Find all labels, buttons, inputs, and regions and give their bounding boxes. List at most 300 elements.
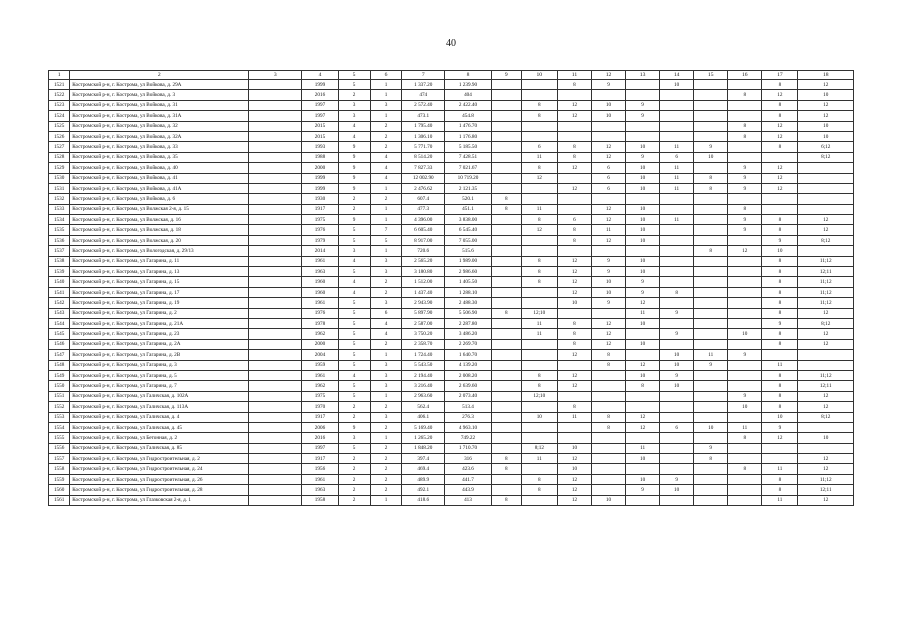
table-cell [491,163,521,173]
table-cell: 9 [728,391,762,401]
table-cell: 8 [521,111,557,121]
table-cell [728,111,762,121]
address-cell: Костромской р-н, г. Кострома, ул Галичская, д. 45 [70,422,249,432]
table-cell: 10 [728,329,762,339]
table-cell: 10 [626,215,660,225]
table-cell: 10 [798,131,854,141]
table-cell: 9 [728,350,762,360]
table-cell [728,142,762,152]
table-cell: 1 265.20 [402,433,445,443]
table-cell: 12 [798,308,854,318]
table-cell: 5 [338,80,370,90]
table-cell [521,402,557,412]
table-row [49,204,854,214]
table-cell: 6 [591,183,625,193]
table-cell: 4 [370,152,402,162]
table-cell: 10 [660,80,694,90]
table-cell: 5 897.90 [402,308,445,318]
table-cell: 4 139.20 [445,360,492,370]
table-cell: 12 [798,464,854,474]
table-cell [728,287,762,297]
table-cell: 2 [370,402,402,412]
table-cell [249,235,302,245]
table-cell: 11 [626,443,660,453]
table-cell: 10 [626,142,660,152]
table-cell: 1 795.40 [402,121,445,131]
table-cell: 5 [338,391,370,401]
table-cell: 11 [660,215,694,225]
row-number-cell: 1537 [49,246,70,256]
table-cell: 6 [591,163,625,173]
table-cell: 3 [370,267,402,277]
table-cell: 11 [660,142,694,152]
table-cell [798,350,854,360]
table-cell: 9 [660,308,694,318]
table-cell: 562.4 [402,402,445,412]
table-row [49,412,854,422]
table-cell: 1993 [302,142,338,152]
table-cell: 8 [728,90,762,100]
table-cell: 1 476.70 [445,121,492,131]
table-cell [626,495,660,505]
table-cell: 1961 [302,474,338,484]
table-cell [557,194,591,204]
table-cell: 12 [762,173,798,183]
table-cell: 8 [491,194,521,204]
table-cell [591,485,625,495]
table-cell: 1 [370,350,402,360]
table-cell: 5 [338,381,370,391]
table-cell: 8 [557,339,591,349]
table-cell: 3 180.80 [402,267,445,277]
table-cell [249,318,302,328]
table-cell: 11 [728,422,762,432]
row-number-cell: 1522 [49,90,70,100]
table-cell: 12 [591,339,625,349]
table-cell: 12 [557,474,591,484]
address-cell: Костромской р-н, г. Кострома, ул Волжская, д. 20 [70,235,249,245]
row-number-cell: 1526 [49,131,70,141]
table-cell: 1961 [302,298,338,308]
table-cell [521,287,557,297]
table-cell: 5 [338,267,370,277]
table-cell [694,287,728,297]
table-cell: 11 [762,464,798,474]
table-cell: 8 [557,225,591,235]
table-cell: 9 [338,152,370,162]
table-cell: 10 [591,495,625,505]
table-cell [694,225,728,235]
table-cell: 9 [626,287,660,297]
table-cell: 8;12 [798,235,854,245]
table-cell [660,495,694,505]
table-cell: 11 [521,152,557,162]
table-cell [491,173,521,183]
address-cell: Костромской р-н, г. Кострома, ул Гагарина, д. 17 [70,287,249,297]
table-row [49,329,854,339]
table-cell: 4 396.00 [402,215,445,225]
table-cell: 12 [557,267,591,277]
table-cell: 10 [626,318,660,328]
table-row [49,454,854,464]
table-cell [491,100,521,110]
row-number-cell: 1561 [49,495,70,505]
table-cell [694,474,728,484]
table-cell: 10 [626,235,660,245]
table-cell: 2015 [302,121,338,131]
table-cell: 418.6 [402,495,445,505]
table-cell: 1917 [302,412,338,422]
table-cell: 12 [557,350,591,360]
table-cell: 1 [370,433,402,443]
table-cell [728,474,762,484]
table-cell: 12 [728,246,762,256]
row-number-cell: 1532 [49,194,70,204]
table-cell: 8 917.00 [402,235,445,245]
table-cell: 4 [370,318,402,328]
table-cell: 2 [338,485,370,495]
row-number-cell: 1553 [49,412,70,422]
table-cell: 6 [557,215,591,225]
table-cell [591,433,625,443]
table-cell: 1959 [302,360,338,370]
table-cell: 9 [728,163,762,173]
table-cell: 10 [626,454,660,464]
table-cell: 10 [626,183,660,193]
table-cell [249,329,302,339]
row-number-cell: 1523 [49,100,70,110]
table-cell: 8 [762,391,798,401]
table-cell [491,215,521,225]
address-cell: Костромской р-н, г. Кострома, ул Гагарина, д. 2 [70,308,249,318]
table-cell [521,350,557,360]
column-number-cell: 11 [557,71,591,80]
table-cell [694,277,728,287]
table-cell: 8 [521,277,557,287]
table-cell: 10 [626,225,660,235]
table-cell: 3 [370,381,402,391]
table-cell: 3 [370,370,402,380]
table-cell: 1 710.70 [445,443,492,453]
table-cell [249,422,302,432]
table-cell [728,485,762,495]
table-cell: 4 [338,277,370,287]
table-cell: 4 [370,329,402,339]
table-cell: 12 [557,454,591,464]
table-cell [249,111,302,121]
table-cell: 9 [728,225,762,235]
table-cell: 6 [660,152,694,162]
table-cell: 8 [521,370,557,380]
row-number-cell: 1543 [49,308,70,318]
table-cell: 12 [591,152,625,162]
table-cell: 6 605.40 [402,225,445,235]
table-cell: 8 [728,433,762,443]
table-cell: 2 [338,204,370,214]
table-cell: 3 [338,100,370,110]
table-row [49,131,854,141]
table-cell [591,90,625,100]
table-row [49,298,854,308]
row-number-cell: 1538 [49,256,70,266]
table-cell: 10 [626,474,660,484]
table-cell: 1958 [302,495,338,505]
table-cell [660,402,694,412]
table-cell: 8 [762,142,798,152]
table-cell [798,204,854,214]
table-cell: 12 002.90 [402,173,445,183]
table-cell [491,111,521,121]
table-cell: 9 [728,173,762,183]
table-cell: 11;12 [798,277,854,287]
table-cell [521,422,557,432]
table-cell: 12 [591,318,625,328]
table-cell [660,464,694,474]
table-cell: 2 639.60 [445,381,492,391]
table-cell: 1 989.00 [445,256,492,266]
table-cell: 12 [798,80,854,90]
row-number-cell: 1545 [49,329,70,339]
row-number-cell: 1559 [49,474,70,484]
table-cell: 8 [491,308,521,318]
table-cell [557,131,591,141]
table-cell [491,267,521,277]
table-cell [591,391,625,401]
column-number-cell: 5 [338,71,370,80]
table-row [49,173,854,183]
table-cell [249,495,302,505]
table-row [49,402,854,412]
row-number-cell: 1531 [49,183,70,193]
table-cell [694,100,728,110]
table-cell: 2 [338,495,370,505]
table-cell [521,183,557,193]
table-cell: 12 [557,100,591,110]
address-cell: Костромской р-н, г. Кострома, ул Гагарина, д. 2А [70,339,249,349]
table-cell: 2 287.80 [445,318,492,328]
table-cell: 720.6 [402,246,445,256]
table-cell [249,474,302,484]
table-cell: 749.22 [445,433,492,443]
table-row [49,464,854,474]
table-cell: 10 [626,267,660,277]
page-number: 40 [446,38,456,49]
table-cell: 12;11 [798,485,854,495]
address-cell: Костромской р-н, г. Кострома, ул Глазковская 2-я, д. 1 [70,495,249,505]
table-row [49,370,854,380]
table-cell: 2 [370,287,402,297]
table-cell: 12;11 [798,267,854,277]
table-row [49,339,854,349]
table-cell: 12;10 [521,391,557,401]
table-cell: 8 [521,163,557,173]
table-cell: 4 [338,121,370,131]
table-cell: 12 [762,121,798,131]
table-cell [660,100,694,110]
table-cell: 11 [557,412,591,422]
table-cell: 2 587.00 [402,318,445,328]
table-cell [694,464,728,474]
table-row [49,267,854,277]
table-cell [249,277,302,287]
table-cell: 1962 [302,329,338,339]
table-cell: 1 [370,183,402,193]
address-cell: Костромской р-н, г. Кострома, ул Войкова, д. 3 [70,90,249,100]
table-cell: 12 [762,131,798,141]
address-cell: Костромской р-н, г. Кострома, ул Гагарина, д. 15 [70,277,249,287]
table-cell: 2 [370,277,402,287]
table-cell: 12;10 [521,308,557,318]
table-cell: 5 [338,318,370,328]
table-cell: 1963 [302,485,338,495]
table-cell: 8 [728,121,762,131]
column-number-cell: 8 [445,71,492,80]
row-number-cell: 1557 [49,454,70,464]
table-row [49,194,854,204]
table-cell: 12 [626,422,660,432]
table-cell [728,256,762,266]
table-cell [694,329,728,339]
table-cell: 9 [591,80,625,90]
table-cell: 3 216.40 [402,381,445,391]
table-cell: 477.3 [402,204,445,214]
table-cell: 10 [591,277,625,287]
table-cell [249,256,302,266]
table-cell [728,412,762,422]
table-row [49,360,854,370]
table-cell: 11 [660,173,694,183]
table-cell [491,391,521,401]
table-body [49,71,854,506]
table-cell: 10 [626,339,660,349]
table-cell: 2 [338,90,370,100]
table-cell: 8 [521,256,557,266]
table-cell: 12 [557,287,591,297]
table-cell: 9 [626,277,660,287]
column-number-cell: 16 [728,71,762,80]
table-cell [694,298,728,308]
table-cell: 8 [521,381,557,391]
table-cell: 8 [591,412,625,422]
table-cell: 489.9 [402,474,445,484]
table-cell [694,235,728,245]
table-cell: 2000 [302,339,338,349]
table-cell: 10 [557,443,591,453]
table-cell [591,402,625,412]
table-cell: 9 [660,474,694,484]
table-cell [249,381,302,391]
table-cell: 9 [626,100,660,110]
table-cell [557,173,591,183]
table-cell [491,402,521,412]
table-cell: 1956 [302,464,338,474]
table-cell: 406.1 [402,412,445,422]
table-cell [694,121,728,131]
column-number-cell: 17 [762,71,798,80]
table-cell [728,194,762,204]
table-cell: 443.9 [445,485,492,495]
table-cell: 9 [728,215,762,225]
table-cell [762,204,798,214]
table-cell [728,339,762,349]
table-cell: 451.1 [445,204,492,214]
column-number-cell: 3 [249,71,302,80]
table-cell: 469.4 [402,464,445,474]
table-row [49,215,854,225]
table-cell [660,225,694,235]
table-cell: 7 055.00 [445,235,492,245]
table-cell: 6;12 [798,142,854,152]
row-number-cell: 1551 [49,391,70,401]
table-row [49,287,854,297]
table-cell: 3 486.20 [445,329,492,339]
table-cell [694,402,728,412]
table-cell [557,422,591,432]
table-cell [521,464,557,474]
table-cell: 9 [626,485,660,495]
table-cell: 8 [762,111,798,121]
address-cell: Костромской р-н, г. Кострома, ул Войкова, д. 32 [70,121,249,131]
table-cell: 6 545.40 [445,225,492,235]
table-cell: 3 [338,433,370,443]
column-number-cell: 12 [591,71,625,80]
address-cell: Костромской р-н, г. Кострома, ул Войкова, д. 41А [70,183,249,193]
table-cell: 12 [798,225,854,235]
table-cell [521,339,557,349]
table-cell [660,111,694,121]
table-cell [660,391,694,401]
table-cell [660,433,694,443]
table-cell [249,298,302,308]
table-cell: 2 476.62 [402,183,445,193]
table-cell: 9 [338,183,370,193]
table-cell: 8 [626,381,660,391]
table-cell: 8 [762,267,798,277]
table-cell [694,433,728,443]
table-cell [728,318,762,328]
table-row [49,152,854,162]
table-cell: 454.8 [445,111,492,121]
row-number-cell: 1554 [49,422,70,432]
table-cell: 441.7 [445,474,492,484]
table-cell: 1 [370,391,402,401]
table-cell: 2 [370,485,402,495]
table-cell [626,246,660,256]
table-cell: 11 [626,308,660,318]
table-cell: 11 [762,360,798,370]
table-cell: 8 [557,235,591,245]
table-cell [728,100,762,110]
table-cell: 8 [557,142,591,152]
table-cell: 11 [660,183,694,193]
table-cell: 8 [762,215,798,225]
table-cell: 10 [626,163,660,173]
table-cell: 3 838.00 [445,215,492,225]
table-cell: 2 [338,454,370,464]
table-cell: 9 [338,215,370,225]
table-cell [660,298,694,308]
table-cell: 2000 [302,163,338,173]
table-cell: 4 [370,163,402,173]
table-cell: 9 [728,183,762,193]
address-cell: Костромской р-н, г. Кострома, ул Войкова, д. 35 [70,152,249,162]
table-cell: 10 [557,464,591,474]
table-cell [728,370,762,380]
table-cell: 11 [521,204,557,214]
table-cell: 2 [370,142,402,152]
row-number-cell: 1528 [49,152,70,162]
table-cell: 2 [370,422,402,432]
